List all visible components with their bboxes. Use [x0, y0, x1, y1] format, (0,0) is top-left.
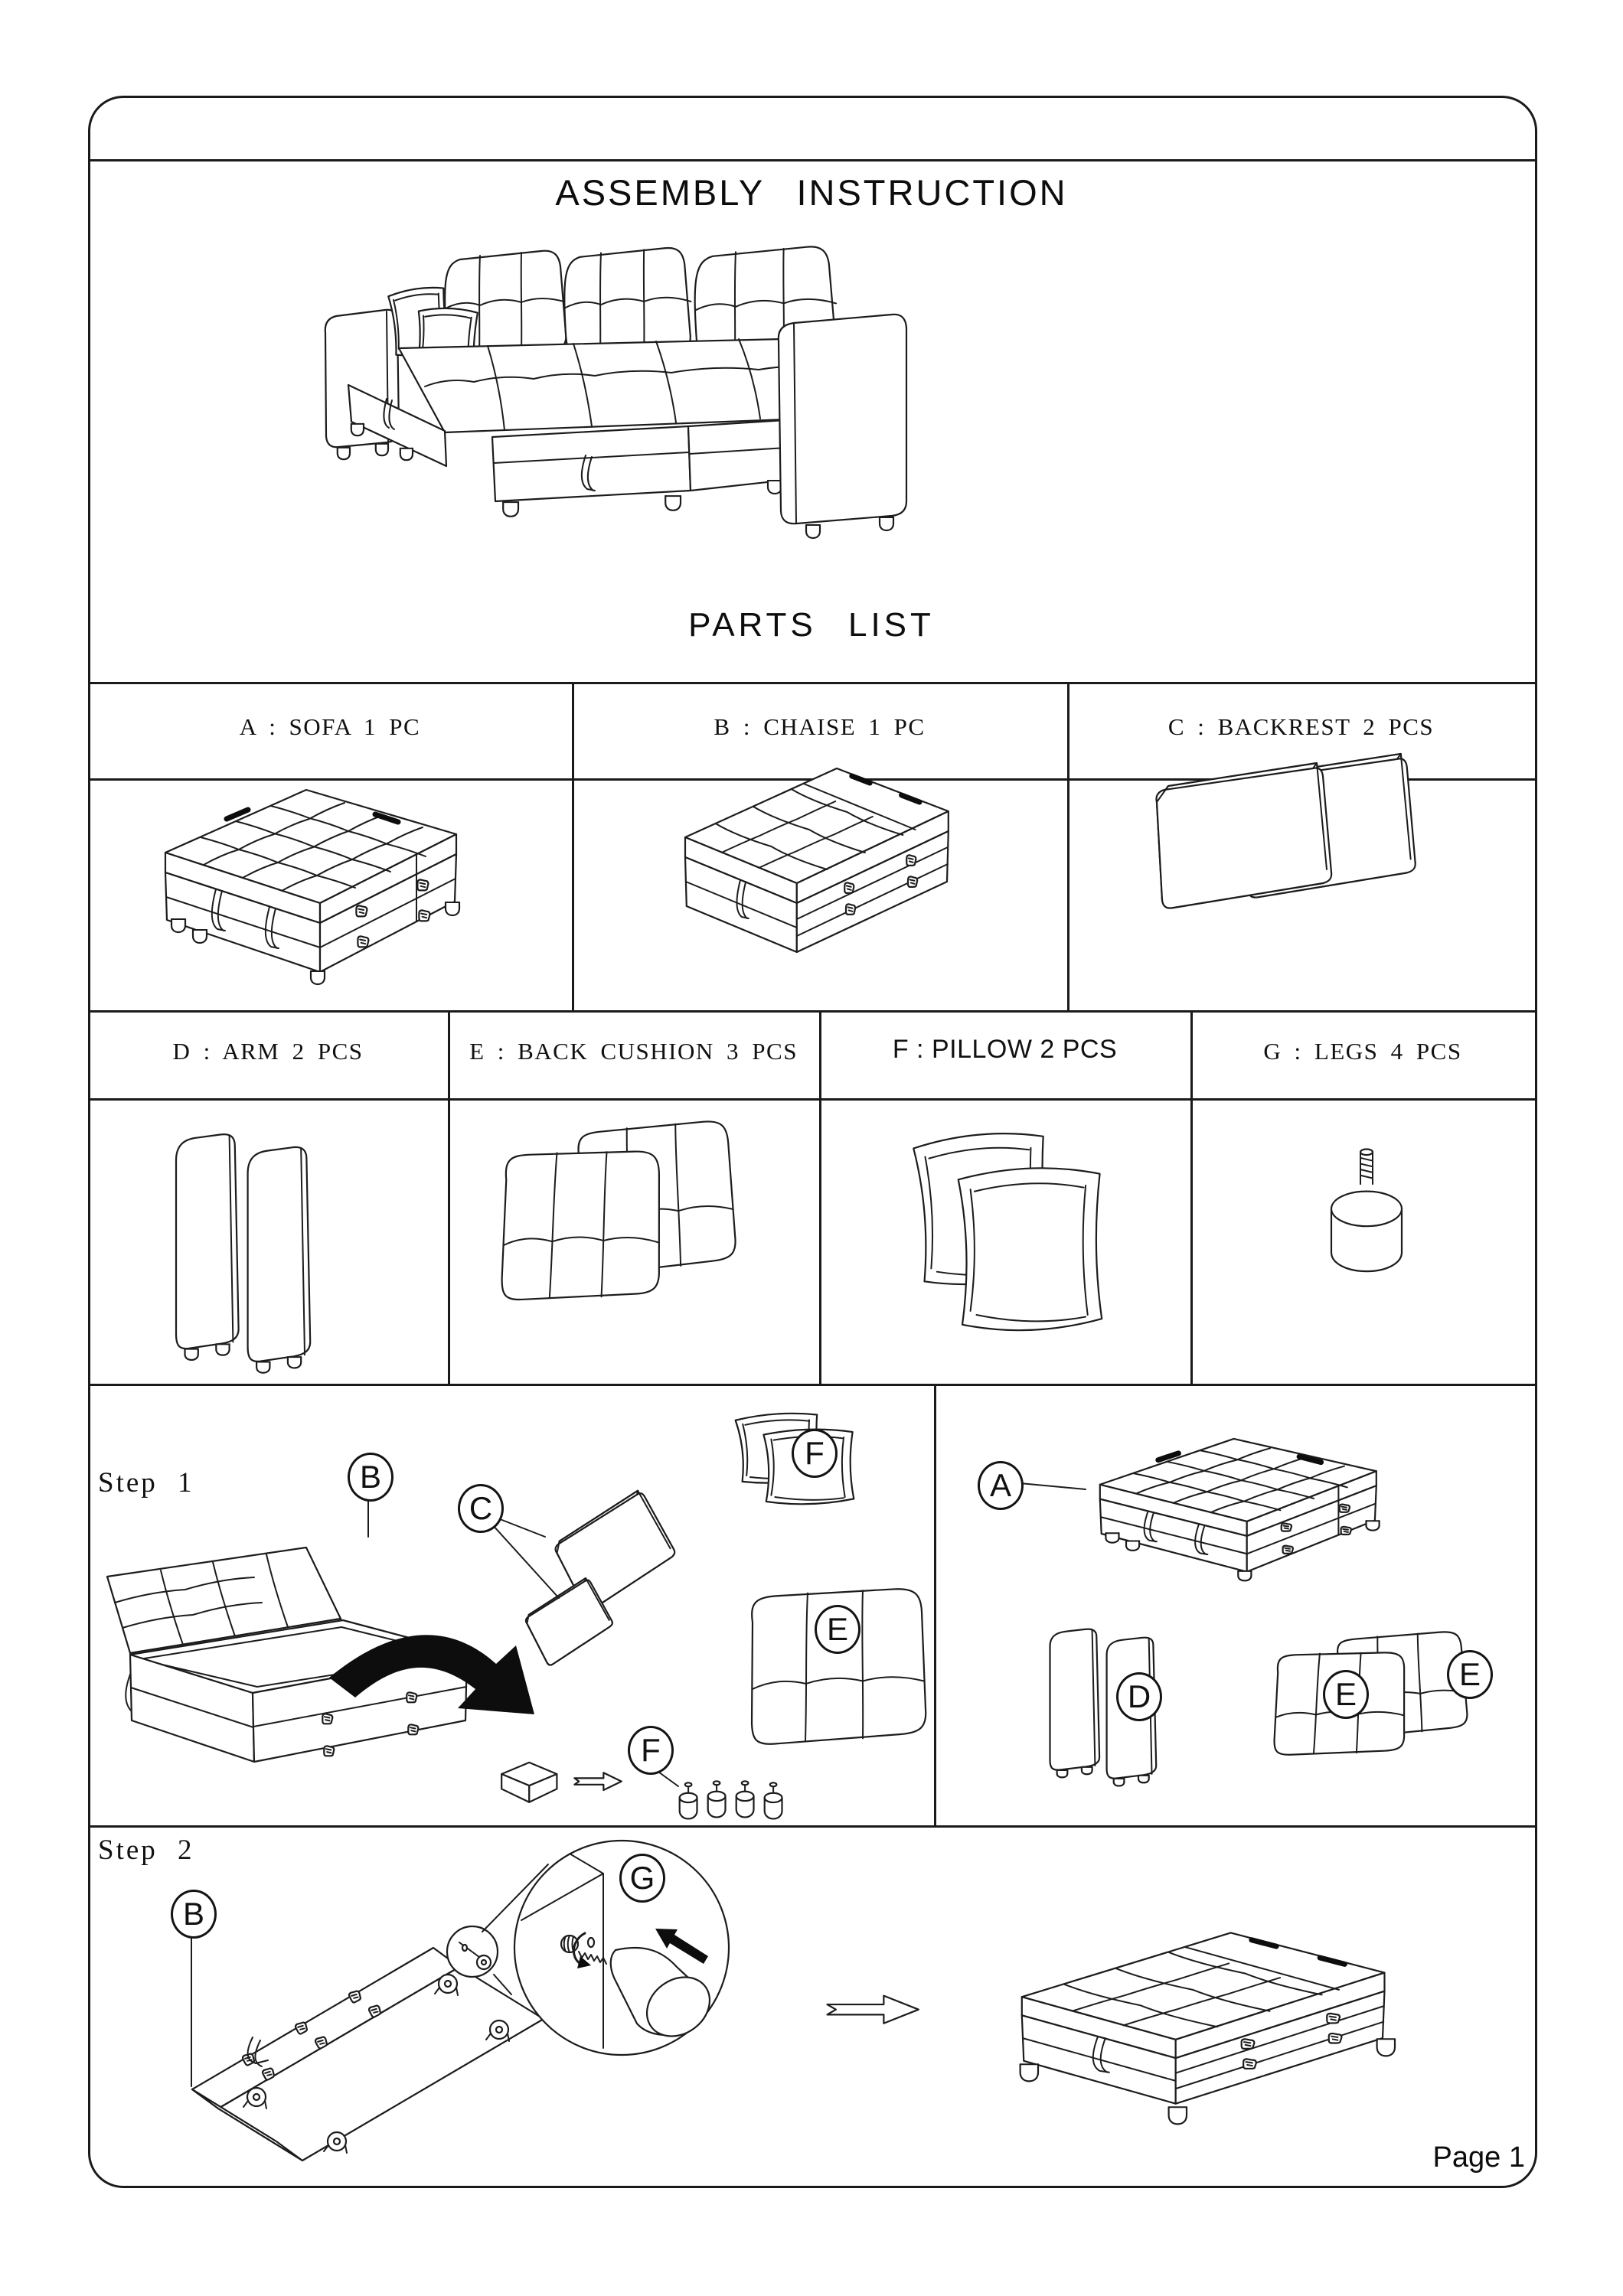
step1-marker-d: D: [1116, 1672, 1162, 1721]
page-number: Page 1: [1432, 2141, 1525, 2174]
part-label-d: D : ARM 2 PCS: [172, 1038, 364, 1065]
step1-cushion-pair-illustration: [1274, 1632, 1468, 1758]
step2-transition-arrow: [828, 1996, 919, 2024]
part-d-arms-illustration: [176, 1134, 310, 1373]
step2-label: Step 2: [98, 1835, 194, 1866]
part-f-pillows-illustration: [913, 1131, 1102, 1330]
step2-bottom-view-chaise-illustration: [192, 1864, 548, 2161]
part-a-sofa-box-illustration: [165, 790, 459, 984]
hero-sectional-sofa-illustration: [325, 246, 906, 538]
step1-marker-f-pillows: F: [792, 1429, 838, 1478]
step1-sofa-box-illustration: [1100, 1439, 1380, 1580]
part-label-e: E : BACK CUSHION 3 PCS: [469, 1038, 798, 1065]
step1-open-lid-chaise-illustration: [107, 1548, 534, 1762]
step1-label: Step 1: [98, 1467, 194, 1499]
part-c-backrests-illustration: [1156, 754, 1415, 908]
part-g-leg-illustration: [1331, 1150, 1402, 1272]
step1-marker-b: B: [348, 1453, 394, 1502]
parts-list-heading: PARTS LIST: [688, 606, 935, 644]
part-e-back-cushions-illustration: [501, 1120, 736, 1304]
part-b-chaise-box-illustration: [685, 768, 949, 952]
page-title: ASSEMBLY INSTRUCTION: [555, 172, 1068, 213]
step2-marker-b: B: [171, 1890, 217, 1939]
part-label-c: C : BACKREST 2 PCS: [1167, 713, 1435, 740]
step2-marker-g: G: [619, 1854, 665, 1903]
step1-marker-c: C: [458, 1484, 504, 1533]
step1-backrest-wedges-illustration: [520, 1487, 683, 1667]
step1-marker-e-cushion: E: [815, 1605, 860, 1654]
step2-assembled-chaise-illustration: [1020, 1932, 1395, 2124]
step1-marker-a: A: [978, 1461, 1024, 1510]
step1-marker-f-legs: F: [628, 1726, 674, 1775]
step1-marker-e-left: E: [1323, 1670, 1369, 1719]
step1-marker-e-right: E: [1447, 1650, 1493, 1699]
part-label-b: B : CHAISE 1 PC: [714, 713, 926, 740]
part-label-f: F : PILLOW 2 PCS: [892, 1035, 1118, 1064]
part-label-g: G : LEGS 4 PCS: [1263, 1038, 1462, 1065]
part-label-a: A : SOFA 1 PC: [239, 713, 421, 740]
